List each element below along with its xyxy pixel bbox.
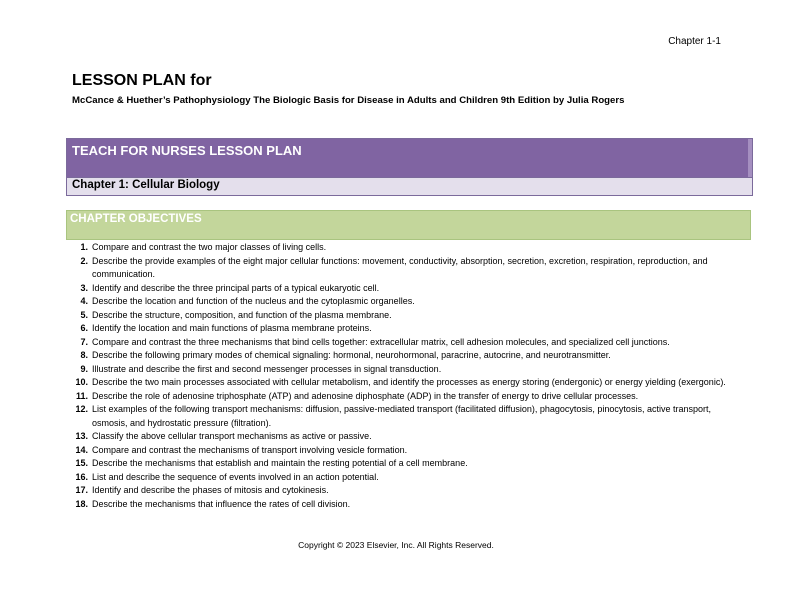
objective-number: 9.	[80, 363, 88, 374]
objective-number: 11.	[75, 390, 88, 401]
objective-number: 16.	[75, 471, 88, 482]
objective-item	[66, 444, 726, 458]
objective-text: Describe the following primary modes of chemical signaling: hormonal, neurohormonal, paracrine, autocrine, and neurotransmitter.	[92, 350, 611, 360]
objective-item	[66, 349, 726, 363]
objective-item	[66, 403, 726, 430]
objective-number: 12.	[75, 404, 88, 414]
objective-number: 5.	[80, 309, 88, 320]
objective-item	[66, 363, 726, 377]
objective-number: 10.	[75, 377, 88, 387]
objective-number: 3.	[80, 282, 88, 293]
objective-number: 2.	[80, 255, 88, 266]
objective-item	[66, 376, 726, 390]
objective-number: 17.	[75, 485, 88, 495]
objective-item	[66, 336, 726, 350]
objective-number: 8.	[80, 350, 88, 360]
lesson-plan-table	[66, 138, 753, 196]
objective-item	[66, 241, 726, 255]
objective-text: Classify the above cellular transport mechanisms as active or passive.	[92, 431, 372, 441]
lesson-plan-header: TEACH FOR NURSES LESSON PLAN	[67, 139, 752, 177]
chapter-objectives-header: CHAPTER OBJECTIVES	[66, 210, 751, 240]
objective-number: 1.	[80, 242, 88, 252]
objective-item	[66, 390, 726, 404]
objective-text: Illustrate and describe the first and second messenger processes in signal transduction.	[92, 363, 442, 374]
objective-number: 7.	[80, 336, 88, 347]
objective-text: Describe the provide examples of the eight major cellular functions: movement, conductivity, absorption, secretion, excretion, respiration, reproduction, and communication.	[92, 255, 708, 279]
objective-text: List and describe the sequence of events involved in an action potential.	[92, 471, 379, 482]
objective-text: Compare and contrast the two major classes of living cells.	[92, 242, 327, 252]
objective-text: Describe the location and function of the nucleus and the cytoplasmic organelles.	[92, 296, 415, 306]
book-title: McCance & Huether’s Pathophysiology The Biologic Basis for Disease in Adults and Children 9th Edition by Julia Rogers	[72, 95, 625, 106]
objective-item	[66, 282, 726, 296]
objective-item	[66, 457, 726, 471]
objective-item	[66, 322, 726, 336]
objective-number: 13.	[75, 431, 88, 441]
objective-text: Compare and contrast the three mechanisms that bind cells together: extracellular matrix, cell adhesion molecules, and specialized cell junctions.	[92, 336, 670, 347]
objective-item	[66, 295, 726, 309]
objective-text: Compare and contrast the mechanisms of transport involving vesicle formation.	[92, 444, 408, 455]
objective-text: Describe the structure, composition, and function of the plasma membrane.	[92, 309, 392, 320]
objective-text: Describe the two main processes associated with cellular metabolism, and identify the processes as energy storing (endergonic) or energy yielding (exergonic).	[92, 377, 726, 387]
page-number: Chapter 1-1	[668, 36, 721, 47]
objective-item	[66, 309, 726, 323]
objective-number: 18.	[75, 498, 88, 509]
objective-number: 14.	[75, 444, 88, 455]
copyright-footer: Copyright © 2023 Elsevier, Inc. All Rights Reserved.	[298, 540, 494, 550]
objective-item	[66, 430, 726, 444]
objective-text: Describe the mechanisms that influence the rates of cell division.	[92, 498, 351, 509]
objective-number: 4.	[80, 296, 88, 306]
lesson-plan-title: LESSON PLAN for	[72, 72, 212, 89]
objective-item	[66, 498, 726, 512]
objective-text: Describe the role of adenosine triphosphate (ATP) and adenosine diphosphate (ADP) in the transfer of energy to drive cellular processes.	[92, 390, 639, 401]
objective-text: Describe the mechanisms that establish and maintain the resting potential of a cell membrane.	[92, 458, 468, 468]
objective-item	[66, 484, 726, 498]
objective-number: 6.	[80, 323, 88, 333]
objective-text: Identify and describe the three principal parts of a typical eukaryotic cell.	[92, 282, 380, 293]
objective-text: Identify and describe the phases of mitosis and cytokinesis.	[92, 485, 329, 495]
objective-item	[66, 255, 726, 282]
objectives-list	[66, 241, 726, 511]
objective-item	[66, 471, 726, 485]
objective-text: Identify the location and main functions of plasma membrane proteins.	[92, 323, 372, 333]
objective-number: 15.	[75, 458, 88, 468]
objective-text: List examples of the following transport mechanisms: diffusion, passive-mediated transport (facilitated diffusion), phagocytosis, pinocytosis, active transport, osmosis, and hydrostatic pressure (filtration).	[92, 404, 711, 428]
chapter-title: Chapter 1: Cellular Biology	[67, 177, 752, 195]
